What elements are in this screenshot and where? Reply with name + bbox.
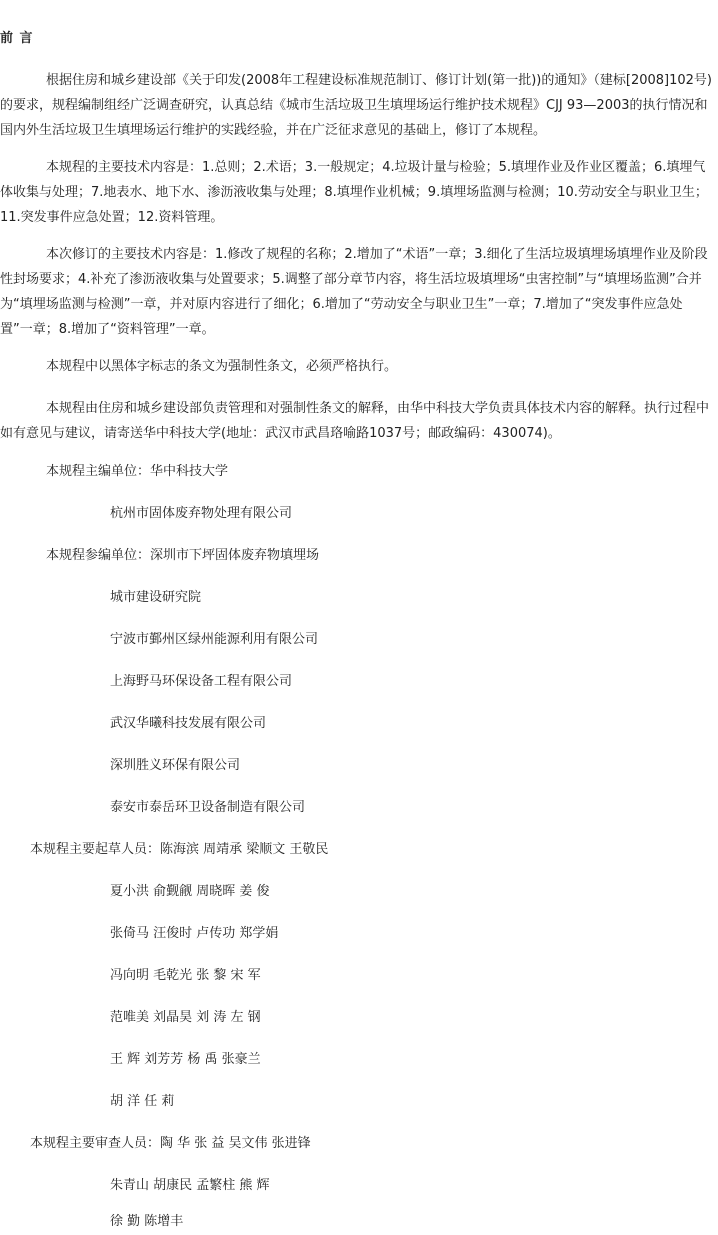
reviewers-label: 本规程主要审查人员：陶 华 张 益 吴文伟 张进锋 (30, 1136, 311, 1151)
page-title: 前 言 (0, 31, 34, 46)
drafters-label: 本规程主要起草人员：陈海滨 周靖承 梁顺文 王敬民 (30, 842, 329, 857)
drafter-row: 范唯美 刘晶昊 刘 涛 左 钢 (110, 1010, 261, 1025)
paragraph-background: 根据住房和城乡建设部《关于印发(2008年工程建设标准规范制订、修订计划(第一批))的通知》（建标[2008]102号)的要求，规程编制组经广泛调查研究，认真总结《城市生活垃圾卫生填埋场运行维护技术规程》CJJ 93—2003的执行情况和国内外生活垃圾卫生填埋场运行维护的实践经验，并在广泛征求意见的基础上，修订了本规程。 (0, 73, 712, 138)
participating-unit-item: 泰安市泰岳环卫设备制造有限公司 (110, 800, 306, 815)
drafter-row: 胡 洋 任 莉 (110, 1094, 175, 1109)
drafter-row: 张倚马 汪俊时 卢传功 郑学娟 (110, 926, 279, 941)
drafter-row: 夏小洪 俞觐觎 周晓晖 姜 俊 (110, 884, 270, 899)
participating-unit-item: 城市建设研究院 (110, 590, 202, 605)
drafter-row: 王 辉 刘芳芳 杨 禹 张豪兰 (110, 1052, 261, 1067)
paragraph-revision-content: 本次修订的主要技术内容是：1.修改了规程的名称；2.增加了“术语”一章；3.细化了生活垃圾填埋场填埋作业及阶段性封场要求；4.补充了渗沥液收集与处置要求；5.调整了部分章节内容，将生活垃圾填埋场“虫害控制”与“填埋场监测”合并为“填埋场监测与检测”一章，并对原内容进行了细化；6.增加了“劳动安全与职业卫生”一章；7.增加了“突发事件应急处置”一章；8.增加了“资料管理”一章。 (0, 247, 708, 337)
participating-unit-item: 宁波市鄞州区绿州能源利用有限公司 (110, 632, 319, 647)
paragraph-mandatory-note: 本规程中以黑体字标志的条文为强制性条文，必须严格执行。 (46, 359, 398, 374)
participating-unit-item: 深圳胜义环保有限公司 (110, 758, 241, 773)
chief-unit-item: 杭州市固体废弃物处理有限公司 (110, 506, 293, 521)
reviewer-row: 徐 勤 陈增丰 (110, 1214, 184, 1229)
drafter-row: 冯向明 毛乾光 张 黎 宋 军 (110, 968, 261, 983)
reviewer-row: 朱青山 胡康民 孟繁柱 熊 辉 (110, 1178, 270, 1193)
participating-unit-item: 武汉华曦科技发展有限公司 (110, 716, 267, 731)
paragraph-management: 本规程由住房和城乡建设部负责管理和对强制性条文的解释，由华中科技大学负责具体技术内容的解释。执行过程中如有意见与建议，请寄送华中科技大学(地址：武汉市武昌珞喻路1037号；邮政编码：430074)。 (0, 401, 710, 441)
paragraph-main-content: 本规程的主要技术内容是：1.总则；2.术语；3.一般规定；4.垃圾计量与检验；5.填埋作业及作业区覆盖；6.填埋气体收集与处理；7.地表水、地下水、渗沥液收集与处理；8.填埋作业机械；9.填埋场监测与检测；10.劳动安全与职业卫生；11.突发事件应急处置；12.资料管理。 (0, 160, 708, 225)
participating-units-label: 本规程参编单位：深圳市下坪固体废弃物填埋场 (46, 548, 320, 563)
chief-units-label: 本规程主编单位：华中科技大学 (46, 464, 229, 479)
participating-unit-item: 上海野马环保设备工程有限公司 (110, 674, 293, 689)
